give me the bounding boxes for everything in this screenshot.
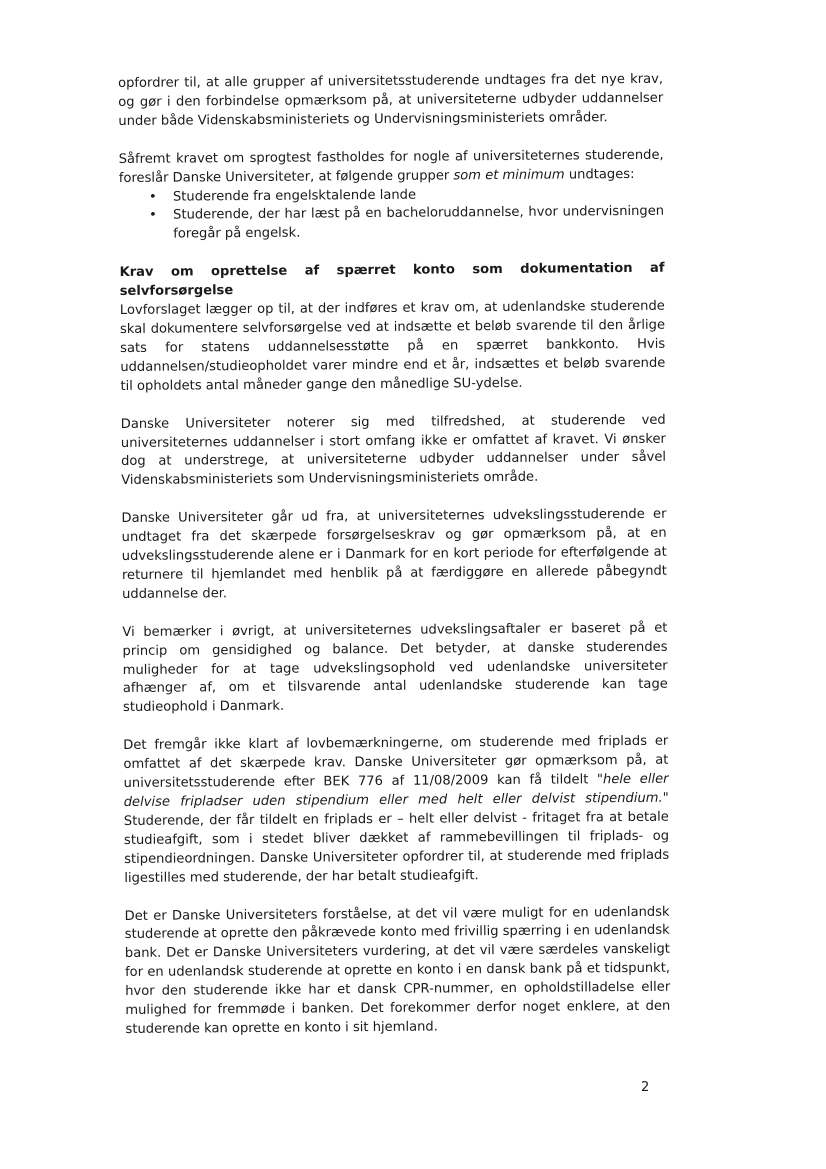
document-body [118,71,671,1059]
paragraph-2-emphasis: som et minimum [453,167,565,183]
list-item [119,203,664,245]
paragraph-2-text-end: undtages: [564,166,635,183]
paragraph-7-text-end: Studerende, der får tildelt en friplads er – helt eller delvist - fritaget fra at betale studieafgift, som i stedet bliver dækket af rammebevillingen til friplads- og stipendieordningen. Danske Universiteter opfordrer til, at studerende med friplads ligestilles med studerende, der har betalt studieafgift. [123,809,670,886]
paragraph-7-quote: "hele eller delvise fripladser uden stipendium eller med helt eller delvist stipendium." [123,771,669,810]
paragraph-5: Danske Universiteter går ud fra, at universiteternes udvekslingsstuderende er undtaget fra det skærpede forsørgelseskrav og gør opmærksom på, at en udvekslingsstuderende alene er i Danmark for en kort periode for efterfølgende at returnere til hjemlandet med henblik på at færdiggøre en allerede påbegyndt uddannelse der. [121,506,667,602]
list-item-text: Studerende fra engelsktalende lande [172,187,417,205]
paragraph-1: opfordrer til, at alle grupper af universitetsstuderende undtages fra det nye krav, og gør i den forbindelse opmærksom på, at universiteterne udbyder uddannelser under både Videnskabsministeriets og Undervisningsministeriets områder. [118,71,664,129]
paragraph-3: Lovforslaget lægger op til, at der indføres et krav om, at udenlandske studerende skal dokumentere selvforsørgelse ved at indsætte et beløb svarende til den årlige sats for statens uddannelsesstøtte på en spærret bankkonto. Hvis uddannelsen/studieopholdet varer mindre end et år, indsættes et beløb svarende til opholdets antal måneder gange den månedlige SU-ydelse. [119,298,666,394]
paragraph-2 [119,146,664,188]
paragraph-8: Det er Danske Universiteters forståelse, at det vil være muligt for en udenlandsk studerende at oprette den påkrævede konto med frivillig spærring i en udenlandsk bank. Det er Danske Universiteters vurdering, at det vil være særdeles vanskeligt for en udenlandsk studerende at oprette en konto i en dansk bank på et tidspunkt, hvor den studerende ikke har et dansk CPR-nummer, en opholdstilladelse eller mulighed for fremmøde i banken. Det forekommer derfor noget enklere, at den studerende kan oprette en konto i sit hjemland. [124,904,671,1037]
paragraph-7-text: Det fremgår ikke klart af lovbemærkningerne, om studerende med friplads er omfattet af det skærpede krav. Danske Universiteter gør opmærksom på, at universitetsstuderende efter BEK 776 af 11/08/2009 kan få tildelt [123,733,669,792]
exemption-list [119,184,664,245]
paragraph-2-text: Såfremt kravet om sprogtest fastholdes for nogle af universiteternes studerende, foreslår Danske Universiteter, at følgende grupper [118,147,664,186]
page-number: 2 [641,1080,650,1095]
section-heading: Krav om oprettelse af spærret konto som dokumentation af selvforsørgelse [119,260,665,300]
paragraph-6: Vi bemærker i øvrigt, at universiteternes udvekslingsaftaler er baseret på et princip om gensidighed og balance. Det betyder, at danske studerendes muligheder for at tage udvekslingsophold ved udenlandske universiteter afhænger af, om et tilsvarende antal udenlandske studerende kan tage studieophold i Danmark. [122,620,668,716]
paragraph-4: Danske Universiteter noterer sig med tilfredshed, at studerende ved universiteternes uddannelser i stort omfang ikke er omfattet af kravet. Vi ønsker dog at understrege, at universiteterne udbyder uddannelser under såvel Videnskabsministeriets som Undervisningsministeriets område. [120,412,667,489]
bullet-icon: • [149,208,157,224]
paragraph-7 [123,733,669,889]
bullet-icon: • [148,189,157,205]
list-item-text: Studerende, der har læst på en bacheloruddannelse, hvor undervisningen foregår på engelsk. [173,204,665,242]
